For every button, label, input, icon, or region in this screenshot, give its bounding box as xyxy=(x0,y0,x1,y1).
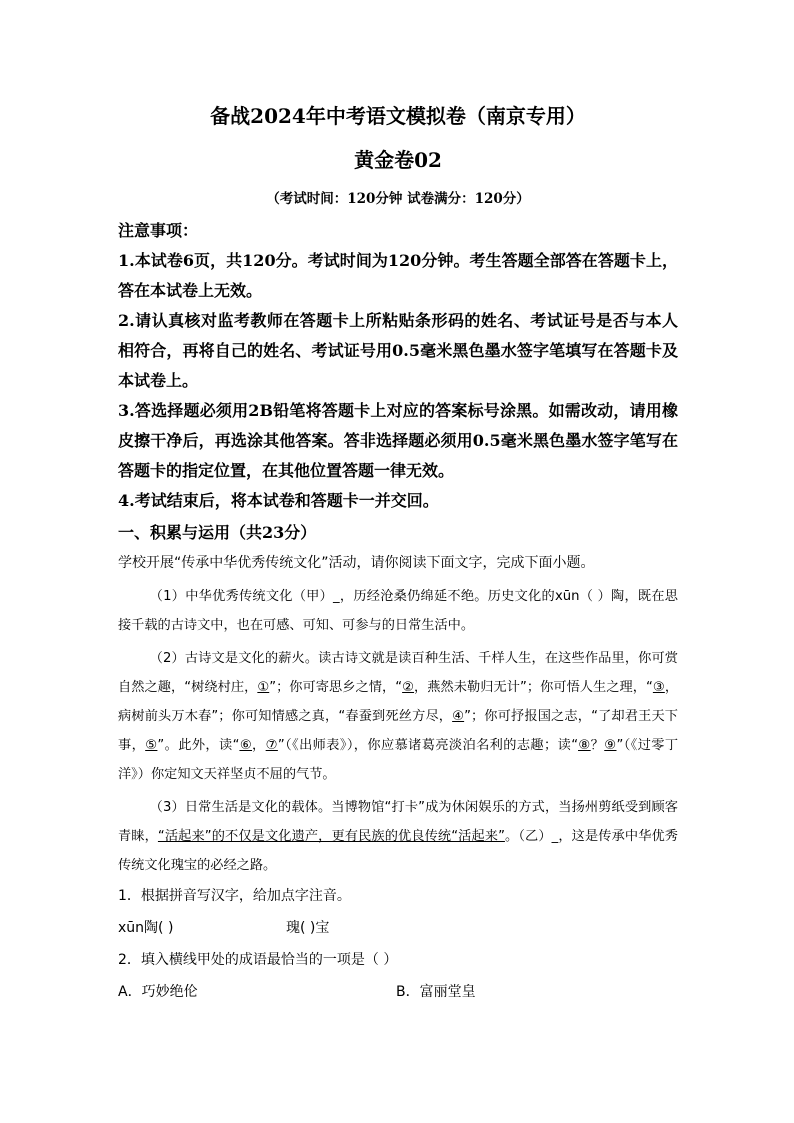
p2-text-f: ”。此外，读“ xyxy=(157,738,240,753)
section-intro: 学校开展“传承中华优秀传统文化”活动，请你阅读下面文字，完成下面小题。 xyxy=(118,555,595,571)
p2-text-h: ”（《出师表》），你应慕诸葛亮淡泊名利的志趣；读“ xyxy=(277,738,579,753)
underlined-sentence: “活起来”的不仅是文化遗产，更有民族的优良传统“活起来” xyxy=(157,829,505,844)
page-title: 备战2024年中考语文模拟卷（南京专用） xyxy=(210,104,586,128)
notice-item-2: 2.请认真核对监考教师在答题卡上所粘贴条形码的姓名、考试证号是否与本人相符合，再将自己的姓名、考试证号用0.5毫米黑色墨水签字笔填写在答题卡及本试卷上。 xyxy=(118,311,678,390)
option-a: A．巧妙绝伦 xyxy=(118,984,198,1000)
blank-1: ① xyxy=(257,680,270,695)
blank-5: ⑤ xyxy=(145,738,158,753)
p2-text-i: ？ xyxy=(590,738,605,753)
question-1: 1．根据拼音写汉字，给加点字注音。 xyxy=(118,888,351,904)
p3-text-a: （3）日常生活是文化的载体。当博物馆“打卡”成为休闲娱乐的方式，当扬州剪纸受到顾客青睐， xyxy=(118,800,678,844)
section-heading: 一、积累与运用（共23分） xyxy=(118,523,317,542)
p2-text-a: （2）古诗文是文化的薪火。读古诗文就是读百种生活、千样人生，在这些作品里，你可赏自然之趣，“树绕村庄， xyxy=(118,651,678,695)
question-1-items xyxy=(118,912,678,944)
p2-text-b: ”；你可寄思乡之情，“ xyxy=(269,680,403,695)
question-2: 2．填入横线甲处的成语最恰当的一项是（ ） xyxy=(118,952,398,968)
passage-paragraph-2 xyxy=(118,644,678,789)
p2-text-c: ，燕然未勒归无计”；你可悟人生之理，“ xyxy=(414,680,653,695)
blank-2: ② xyxy=(402,680,415,695)
p2-text-g: ， xyxy=(252,738,266,753)
blank-8: ⑧ xyxy=(578,738,591,753)
notice-item-1: 1.本试卷6页，共120分。考试时间为120分钟。考生答题全部答在答题卡上，答在本试卷上无效。 xyxy=(118,251,678,300)
passage-paragraph-3 xyxy=(118,793,678,880)
p2-text-d: ，病树前头万木春”；你可知情感之真，“春蚕到死丝方尽， xyxy=(118,680,678,724)
blank-4: ④ xyxy=(452,709,465,724)
p2-text-j: ”（《过零丁洋》）你定知文天祥坚贞不屈的气节。 xyxy=(118,738,679,782)
paper-subtitle: 黄金卷02 xyxy=(354,148,442,172)
exam-page xyxy=(118,96,678,1008)
option-b: B．富丽堂皇 xyxy=(396,984,476,1000)
p3-text-b: 。（乙）_，这是传承中华优秀传统文化瑰宝的必经之路。 xyxy=(118,829,678,873)
blank-9: ⑨ xyxy=(604,738,617,753)
blank-7: ⑦ xyxy=(265,738,278,753)
p2-text-e: ”；你可抒报国之志，“了却君王天下事， xyxy=(118,709,678,753)
passage-paragraph-1: （1）中华优秀传统文化（甲）_，历经沧桑仍绵延不绝。历史文化的xūn（ ）陶，既在思接千载的古诗文中，也在可感、可知、可参与的日常生活中。 xyxy=(118,589,678,633)
pinyin-item-gui: 瑰( )宝 xyxy=(286,920,330,936)
question-2-options xyxy=(118,976,678,1008)
notice-item-3: 3.答选择题必须用2B铅笔将答题卡上对应的答案标号涂黑。如需改动，请用橡皮擦干净后，再选涂其他答案。答非选择题必须用0.5毫米黑色墨水签字笔写在答题卡的指定位置，在其他位置答题一律无效。 xyxy=(118,401,678,480)
blank-6: ⑥ xyxy=(239,738,253,753)
exam-info: （考试时间：120分钟 试卷满分：120分） xyxy=(266,191,530,207)
pinyin-item-xun: xūn陶( ) xyxy=(118,920,174,936)
blank-3: ③ xyxy=(652,680,665,695)
notice-heading: 注意事项： xyxy=(118,221,199,240)
notice-item-4: 4.考试结束后，将本试卷和答题卡一并交回。 xyxy=(118,491,439,510)
